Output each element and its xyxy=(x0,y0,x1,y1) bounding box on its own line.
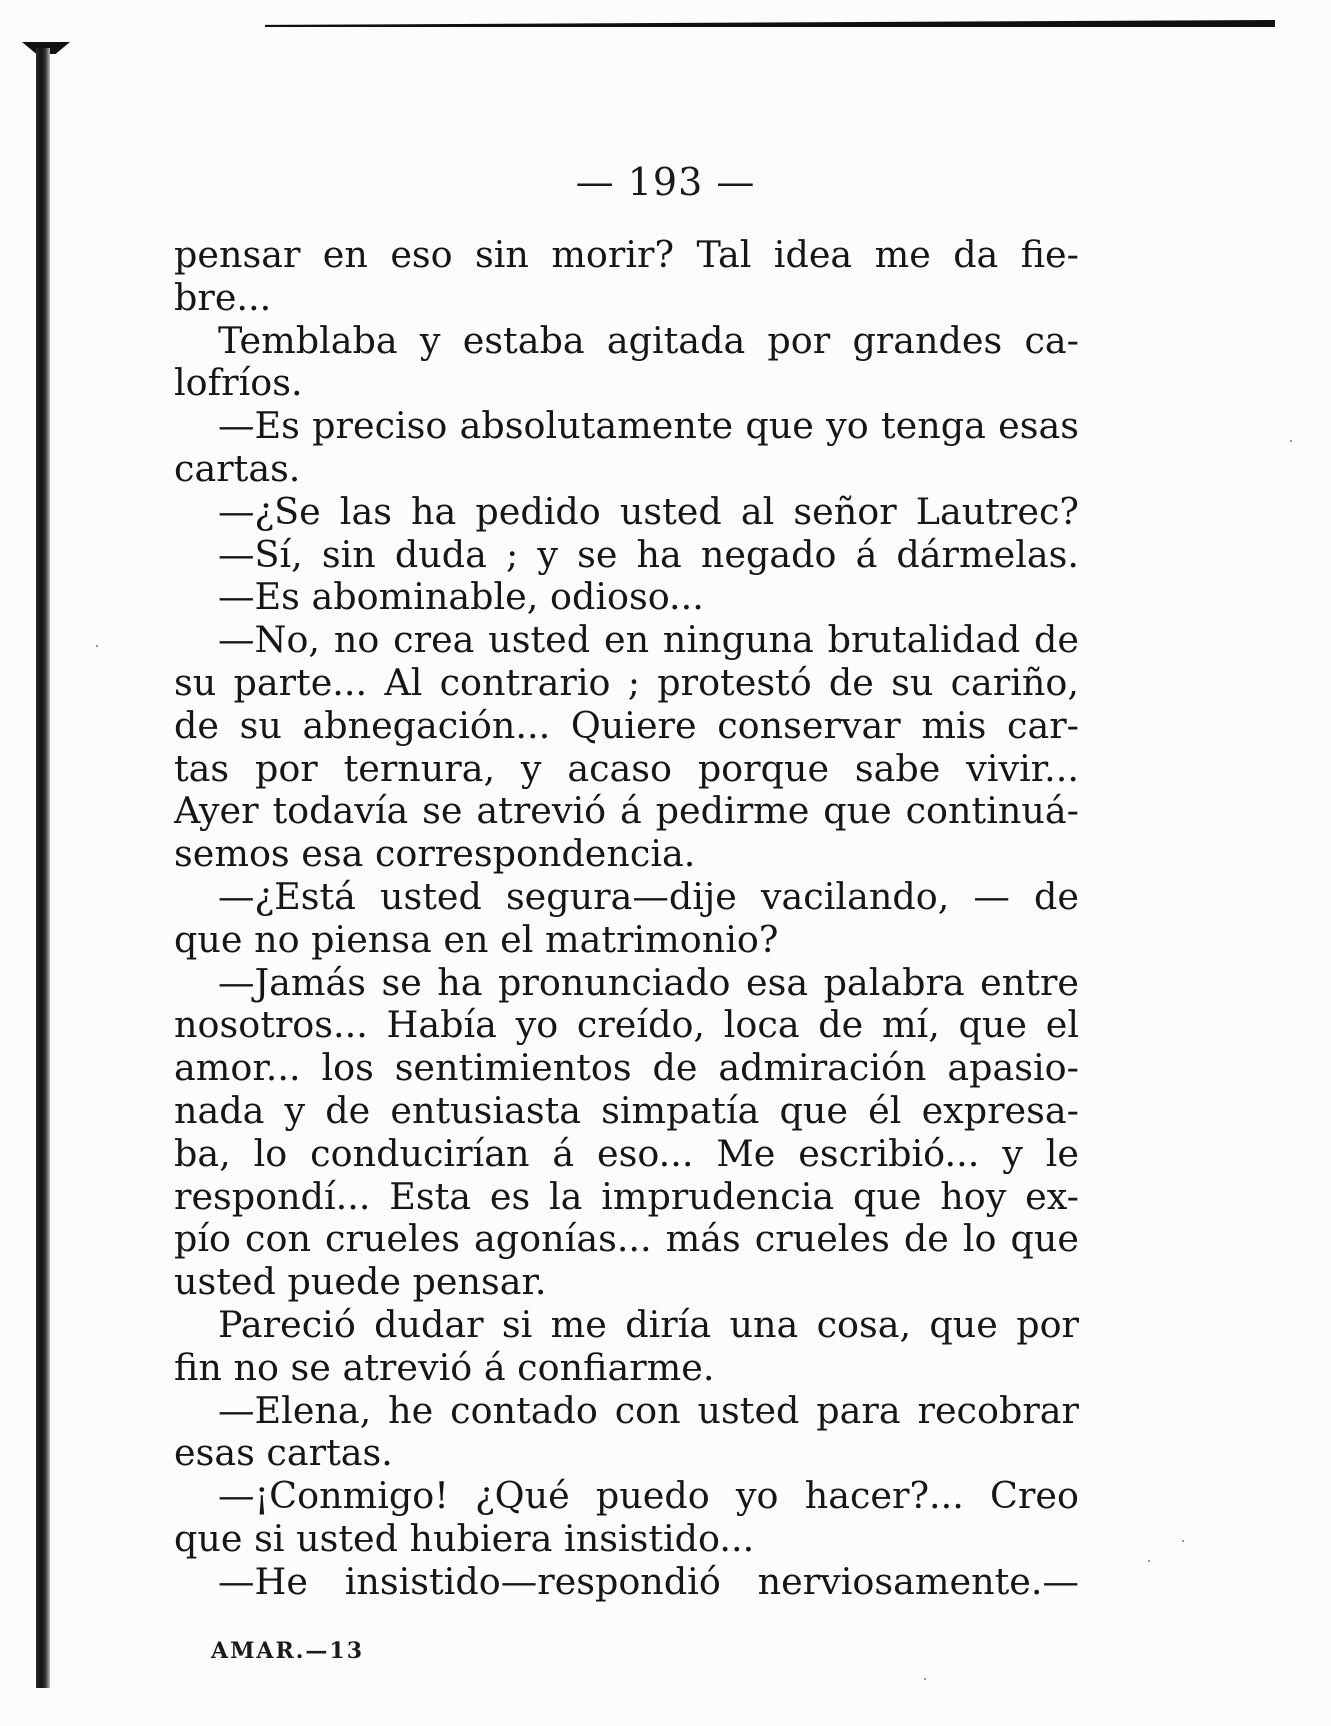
paper-speck xyxy=(924,1678,926,1680)
text-line: nada y de entusiasta simpatía que él expresa- xyxy=(174,1088,1079,1132)
text-line: —He insistido—respondió nerviosamente.— xyxy=(218,1559,1079,1603)
text-line: bre... xyxy=(174,275,272,319)
text-line: tas por ternura, y acaso porque sabe vivir... xyxy=(174,746,1079,790)
text-line: Temblaba y estaba agitada por grandes ca- xyxy=(218,318,1079,362)
text-line: de su abnegación... Quiere conservar mis car- xyxy=(174,703,1079,747)
text-line: Ayer todavía se atrevió á pedirme que continuá- xyxy=(174,789,1079,833)
text-line: Pareció dudar si me diría una cosa, que por xyxy=(218,1302,1079,1346)
text-line: lofríos. xyxy=(174,361,303,405)
paper-speck xyxy=(1290,440,1292,442)
signature-mark: AMAR.—13 xyxy=(211,1638,365,1664)
text-line: fin no se atrevió á confiarme. xyxy=(174,1345,715,1389)
text-line: —¡Conmigo! ¿Qué puedo yo hacer?... Creo xyxy=(218,1474,1079,1518)
text-line: que si usted hubiera insistido... xyxy=(174,1516,755,1560)
text-line: que no piensa en el matrimonio? xyxy=(174,917,779,961)
binding-edge xyxy=(36,48,50,1688)
paper-speck xyxy=(1182,1540,1184,1542)
paper-speck xyxy=(1148,1560,1150,1562)
text-line: usted puede pensar. xyxy=(174,1260,547,1304)
text-line: ba, lo conducirían á eso... Me escribió... y le xyxy=(174,1131,1079,1175)
text-line: respondí... Esta es la imprudencia que hoy ex- xyxy=(174,1174,1079,1218)
text-line: —Es preciso absolutamente que yo tenga esas xyxy=(218,404,1079,448)
text-line: su parte... Al contrario ; protestó de su cariño, xyxy=(174,660,1079,704)
text-line: semos esa correspondencia. xyxy=(174,832,696,876)
body-text xyxy=(174,234,1079,1604)
text-line: —Sí, sin duda ; y se ha negado á dármelas. xyxy=(218,532,1079,576)
text-line: amor... los sentimientos de admiración apasio- xyxy=(174,1046,1079,1090)
top-rule xyxy=(265,20,1275,27)
text-line: —Es abominable, odioso... xyxy=(218,575,704,619)
text-line: pensar en eso sin morir? Tal idea me da fie- xyxy=(174,233,1079,276)
text-line: —Elena, he contado con usted para recobrar xyxy=(218,1388,1079,1432)
text-line: esas cartas. xyxy=(174,1431,393,1475)
text-line: —No, no crea usted en ninguna brutalidad de xyxy=(218,618,1079,662)
text-line: —¿Se las ha pedido usted al señor Lautrec? xyxy=(218,489,1079,533)
text-line: nosotros... Había yo creído, loca de mí, que el xyxy=(174,1003,1079,1047)
text-line: —Jamás se ha pronunciado esa palabra entre xyxy=(218,960,1079,1004)
paper-speck xyxy=(96,645,98,647)
text-line: cartas. xyxy=(174,446,301,490)
text-line: pío con crueles agonías... más crueles de lo que xyxy=(174,1217,1079,1261)
page-number: — 193 — xyxy=(575,160,756,204)
text-line: —¿Está usted segura—dije vacilando, — de xyxy=(218,874,1079,918)
